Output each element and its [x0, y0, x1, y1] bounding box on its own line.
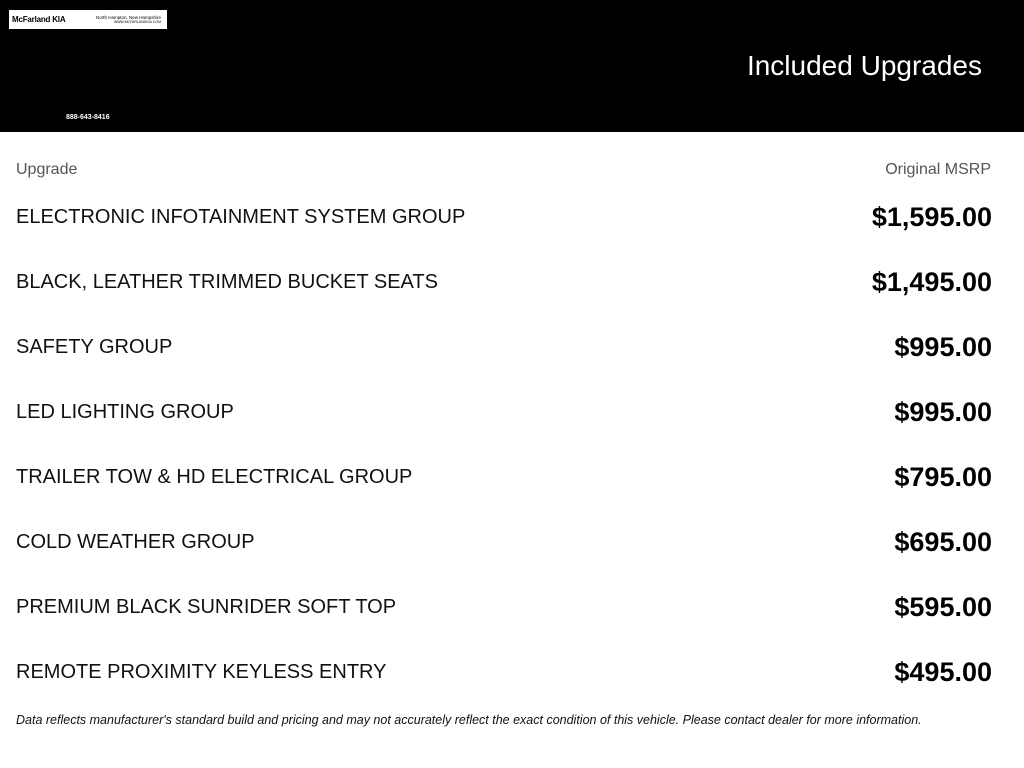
upgrade-name: SAFETY GROUP — [16, 336, 173, 358]
upgrade-price: $1,495.00 — [871, 267, 992, 297]
dealer-url: WWW.MCFARLANDKIA.COM — [113, 19, 161, 24]
table-row — [16, 250, 992, 315]
upgrades-table — [16, 185, 992, 705]
upgrade-price: $995.00 — [894, 397, 992, 427]
upgrade-price: $995.00 — [894, 332, 992, 362]
table-row — [16, 380, 992, 445]
upgrade-name: PREMIUM BLACK SUNRIDER SOFT TOP — [16, 596, 397, 618]
dealer-logo — [9, 10, 167, 29]
upgrade-price: $695.00 — [894, 527, 992, 557]
dealer-logo-name: McFarland KIA — [12, 15, 66, 24]
disclaimer-text: Data reflects manufacturer's standard build and pricing and may not accurately reflect the exact condition of this vehicle. Please contact dealer for more information. — [16, 713, 922, 727]
upgrade-name: COLD WEATHER GROUP — [16, 531, 255, 553]
header-banner — [0, 0, 1024, 132]
upgrade-price: $795.00 — [894, 462, 992, 492]
table-row — [16, 640, 992, 705]
upgrade-name: TRAILER TOW & HD ELECTRICAL GROUP — [16, 466, 413, 488]
dealer-location: North Hampton, New Hampshire — [95, 14, 161, 20]
upgrade-name: REMOTE PROXIMITY KEYLESS ENTRY — [16, 661, 387, 683]
upgrade-name: LED LIGHTING GROUP — [16, 401, 234, 423]
table-row — [16, 185, 992, 250]
page-title: Included Upgrades — [746, 50, 982, 81]
dealer-phone: 888-643-8416 — [66, 114, 110, 121]
table-row — [16, 315, 992, 380]
upgrade-price: $1,595.00 — [871, 202, 992, 232]
upgrade-price: $495.00 — [894, 657, 992, 687]
dealer-logo-details — [96, 15, 164, 25]
upgrade-name: BLACK, LEATHER TRIMMED BUCKET SEATS — [16, 271, 438, 293]
table-row — [16, 445, 992, 510]
column-header-msrp: Original MSRP — [885, 161, 991, 178]
table-row — [16, 575, 992, 640]
upgrade-price: $595.00 — [894, 592, 992, 622]
table-row — [16, 510, 992, 575]
upgrade-name: ELECTRONIC INFOTAINMENT SYSTEM GROUP — [16, 206, 466, 228]
column-header-upgrade: Upgrade — [16, 161, 78, 178]
